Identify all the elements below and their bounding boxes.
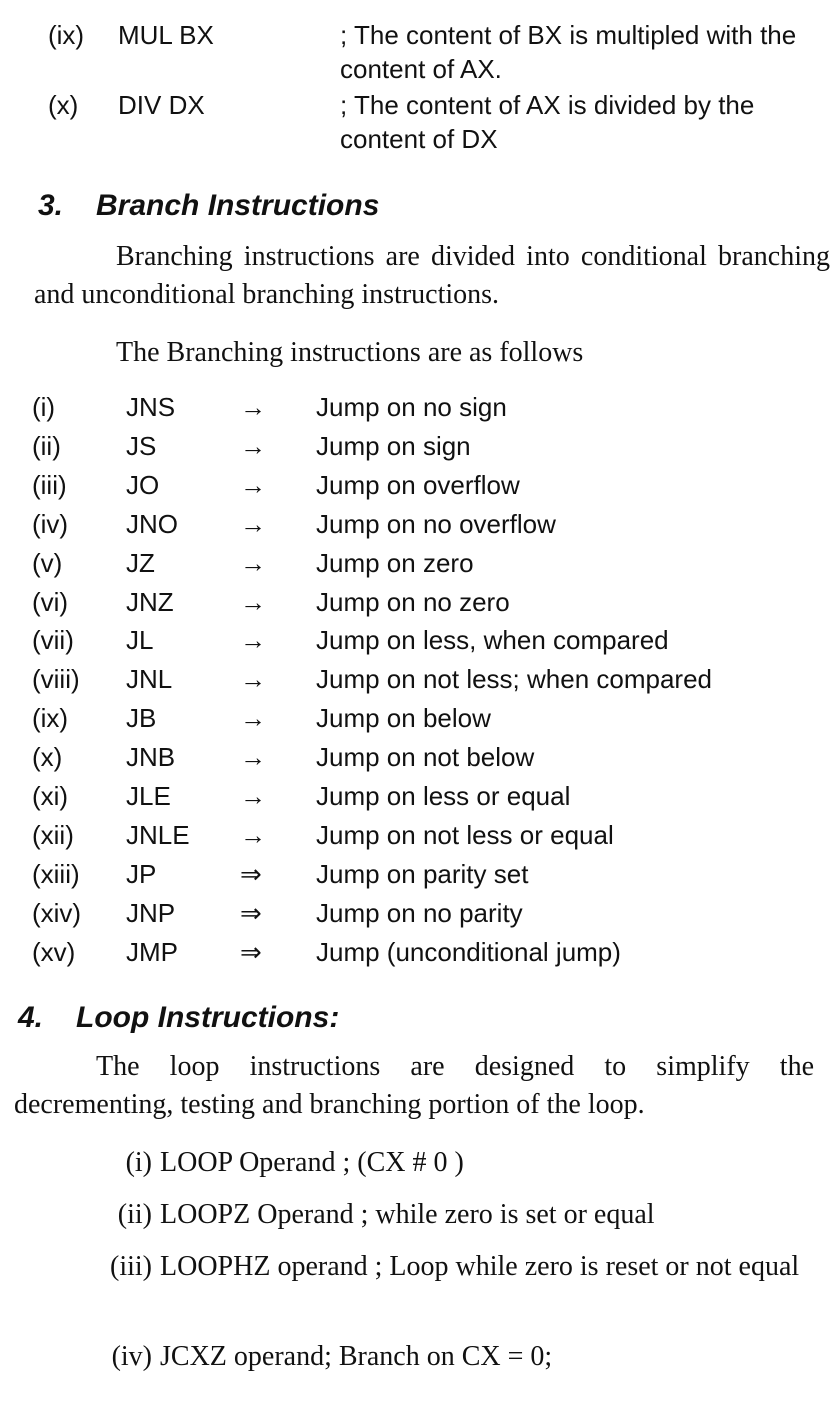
description: Jump on not less or equal: [316, 819, 614, 850]
loop-paragraph: [14, 1048, 814, 1124]
paragraph-text: Branching instructions are divided into conditional branching and unconditional branching instructions.: [34, 241, 830, 310]
arrow-icon: →: [240, 586, 266, 617]
row-number: (xiv): [32, 897, 82, 928]
mnemonic: JMP: [126, 936, 178, 967]
branch-row: [0, 894, 839, 932]
section-number: 4.: [18, 1001, 44, 1034]
mnemonic: JNP: [126, 897, 176, 928]
description: Jump on no sign: [316, 392, 507, 422]
branch-row: [0, 699, 839, 737]
row-number: (x): [32, 742, 63, 773]
branch-row: [0, 933, 839, 971]
instruction-comment: ; The content of AX is divided by the content of DX: [340, 90, 755, 154]
branch-row: [0, 505, 839, 543]
item-text: LOOP Operand ; (CX # 0 ): [160, 1147, 464, 1178]
item-number: (iv): [111, 1341, 152, 1372]
arrow-icon: →: [240, 547, 266, 578]
mnemonic: JO: [126, 469, 160, 500]
description: Jump on not below: [316, 742, 535, 773]
item-number: (i): [125, 1147, 152, 1178]
row-number: (viii): [32, 664, 80, 695]
instruction-comment: ; The content of BX is multipled with the content of AX.: [340, 20, 797, 84]
instruction: MUL BX: [118, 20, 214, 50]
description: Jump on not less; when compared: [316, 664, 712, 695]
row-number: (xii): [32, 819, 74, 850]
branch-paragraph: [34, 238, 830, 314]
arrow-icon: →: [240, 392, 266, 422]
item-text: LOOPZ Operand ; while zero is set or equal: [160, 1199, 655, 1230]
arrow-icon: →: [240, 430, 266, 461]
description: Jump on no parity: [316, 897, 523, 928]
mnemonic: JS: [126, 430, 157, 461]
description: Jump on below: [316, 703, 491, 734]
item-text: JCXZ operand; Branch on CX = 0;: [160, 1341, 553, 1372]
row-number: (vii): [32, 625, 74, 656]
section-title: Loop Instructions:: [76, 1001, 340, 1034]
mnemonic: JNO: [126, 508, 178, 539]
mnemonic: JNLE: [126, 819, 190, 850]
mnemonic: JP: [126, 858, 157, 889]
description: Jump on no overflow: [316, 508, 556, 539]
description: Jump on less, when compared: [316, 625, 669, 656]
section-title: Branch Instructions: [96, 189, 380, 222]
section-heading-loop: [18, 1000, 339, 1036]
arrow-icon: ⇒: [240, 936, 262, 967]
arrow-icon: →: [240, 625, 266, 656]
mnemonic: JNS: [126, 392, 176, 422]
branch-row: [0, 544, 839, 582]
mnemonic: JNB: [126, 742, 176, 773]
branch-row: [0, 466, 839, 504]
arrow-icon: →: [240, 703, 266, 734]
description: Jump on zero: [316, 547, 474, 578]
branch-row: [0, 738, 839, 776]
arrow-icon: →: [240, 664, 266, 695]
branch-intro: The Branching instructions are as follows: [116, 337, 584, 368]
section-number: 3.: [38, 189, 64, 222]
row-number: (xv): [32, 936, 76, 967]
paragraph-text: The loop instructions are designed to simplify the decrementing, testing and branching portion of the loop.: [14, 1051, 814, 1120]
description: Jump on parity set: [316, 858, 529, 889]
row-number: (iii): [32, 469, 67, 500]
arrow-icon: ⇒: [240, 858, 262, 889]
branch-row: [0, 855, 839, 893]
row-number: (ii): [32, 430, 61, 461]
item-text: LOOPHZ operand ; Loop while zero is reset or not equal: [160, 1251, 800, 1282]
mnemonic: JZ: [126, 547, 155, 578]
row-number: (vi): [32, 586, 69, 617]
arrow-icon: →: [240, 781, 266, 811]
arrow-icon: →: [240, 819, 266, 850]
instruction: DIV DX: [118, 90, 205, 120]
mnemonic: JLE: [126, 781, 171, 811]
item-number: (iii): [110, 1251, 152, 1282]
description: Jump on sign: [316, 430, 471, 461]
branch-row: [0, 388, 839, 426]
branch-row: [0, 583, 839, 621]
row-number: (iv): [32, 508, 69, 539]
description: Jump on less or equal: [316, 781, 571, 811]
branch-row: [0, 621, 839, 659]
mnemonic: JL: [126, 625, 154, 656]
branch-row: [0, 660, 839, 698]
arrow-icon: →: [240, 508, 266, 539]
row-number: (i): [32, 392, 56, 422]
description: Jump (unconditional jump): [316, 936, 621, 967]
description: Jump on overflow: [316, 469, 520, 500]
branch-row: [0, 816, 839, 854]
arrow-icon: →: [240, 742, 266, 773]
mnemonic: JB: [126, 703, 157, 734]
arrow-icon: →: [240, 469, 266, 500]
branch-row: [0, 427, 839, 465]
branch-row: [0, 777, 839, 815]
mnemonic: JNL: [126, 664, 173, 695]
row-number: (xiii): [32, 858, 80, 889]
description: Jump on no zero: [316, 586, 510, 617]
row-number: (ix): [32, 703, 69, 734]
row-number: (ix): [48, 20, 85, 50]
section-heading-branch: [38, 188, 379, 224]
row-number: (x): [48, 90, 79, 120]
mnemonic: JNZ: [126, 586, 174, 617]
row-number: (xi): [32, 781, 69, 811]
row-number: (v): [32, 547, 63, 578]
arrow-icon: ⇒: [240, 897, 262, 928]
item-number: (ii): [117, 1199, 152, 1230]
